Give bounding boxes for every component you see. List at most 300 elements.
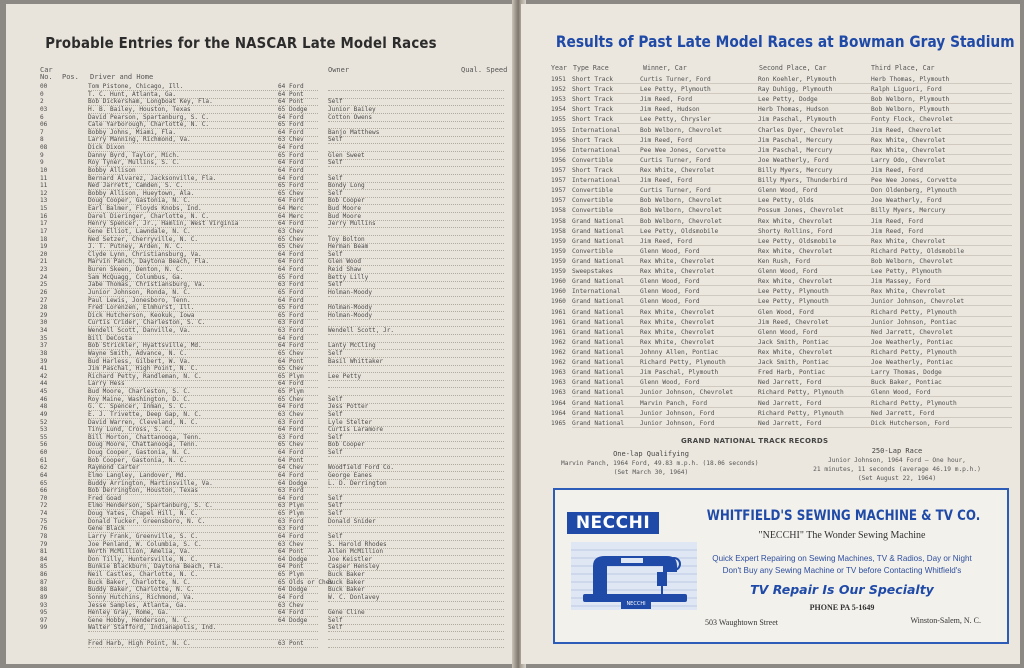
driver-name: Doug Cooper, Gastonia, N. C. <box>88 197 191 205</box>
car-number: 19 <box>40 243 48 251</box>
car-make: 64 Ford <box>278 144 304 151</box>
driver-name: Richard Petty, Randleman, N. C. <box>88 372 202 380</box>
car-make: 64 Ford <box>278 258 304 266</box>
race-type: Grand National <box>572 359 625 367</box>
race-type: Grand National <box>572 419 625 427</box>
race-winner: Rex White, Chevrolet <box>640 318 715 326</box>
race-winner: Jim Reed, Ford <box>640 237 693 245</box>
race-second: Glenn Wood, Ford <box>758 187 818 195</box>
entry-row <box>40 114 510 122</box>
race-year: 1957 <box>551 197 566 205</box>
entry-row <box>40 411 510 419</box>
car-make: 65 Chev <box>278 235 304 243</box>
car-number: 65 <box>40 479 48 487</box>
car-number: 89 <box>40 593 48 601</box>
race-second: Ned Jarrett, Ford <box>758 419 822 427</box>
car-number: 7 <box>40 128 44 136</box>
driver-name: Henley Gray, Rome, Ga. <box>88 609 169 617</box>
car-owner: Self <box>328 281 343 289</box>
race-second: Ned Jarrett, Ford <box>758 379 822 387</box>
right-page <box>521 4 1020 664</box>
race-type: Short Track <box>572 116 613 124</box>
race-type: Grand National <box>572 217 625 225</box>
race-type: Grand National <box>572 389 625 397</box>
car-make: 65 Plym <box>278 372 304 380</box>
race-year: 1956 <box>551 136 566 144</box>
car-make: 64 Pont <box>278 98 304 106</box>
race-winner: Pee Wee Jones, Corvette <box>640 146 726 154</box>
necchi-logo: NECCHI <box>567 512 659 534</box>
whitfields-advertisement <box>553 488 1009 644</box>
race-third: Joe Weatherly, Ford <box>871 197 942 205</box>
race-type: Short Track <box>572 76 613 83</box>
race-third: Junior Johnson, Chevrolet <box>871 298 965 306</box>
race-second: Richard Petty, Plymouth <box>758 389 844 397</box>
driver-name: Larry Hess <box>88 380 125 388</box>
car-number: 56 <box>40 441 48 449</box>
car-owner: Lee Petty <box>328 372 362 380</box>
race-winner: Bob Welborn, Chevrolet <box>640 197 722 205</box>
car-make: 64 Ford <box>278 471 304 479</box>
race-winner: Johnny Allen, Pontiac <box>640 348 719 356</box>
entry-row <box>40 98 510 106</box>
driver-name: Roy Tyner, Mullins, S. C. <box>88 159 180 167</box>
entry-row <box>40 632 510 640</box>
car-make: 65 Ford <box>278 288 304 296</box>
result-row <box>551 419 1011 429</box>
car-owner: Curtis Laramore <box>328 426 384 434</box>
car-make: 64 Pont <box>278 563 304 571</box>
driver-name: Earl Balmer, Floyds Knobs, Ind. <box>88 205 202 212</box>
car-make: 64 Merc <box>278 212 304 220</box>
race-type: Convertible <box>572 207 613 215</box>
race-third: Jim Reed, Ford <box>871 166 924 174</box>
car-owner: Self <box>328 616 343 624</box>
race-year: 1961 <box>551 318 566 326</box>
entry-row <box>40 640 510 648</box>
car-number: 06 <box>40 121 48 129</box>
entry-row <box>40 197 510 205</box>
entry-row <box>40 220 510 228</box>
entry-row <box>40 373 510 381</box>
car-number: 34 <box>40 327 48 334</box>
car-owner: Self <box>328 624 343 632</box>
result-row <box>551 318 1011 328</box>
header-owner: Owner <box>328 66 350 74</box>
driver-name: Cale Yarborough, Charlotte, N. C. <box>88 121 210 129</box>
car-make: 64 Ford <box>278 403 304 411</box>
race-year: 1964 <box>551 399 566 407</box>
entry-row <box>40 190 510 198</box>
race-second: Jim Paschal, Mercury <box>758 136 833 144</box>
car-owner: Holman-Moody <box>328 288 373 296</box>
race-year: 1958 <box>551 217 566 225</box>
car-number: 26 <box>40 288 48 296</box>
entry-row <box>40 266 510 274</box>
race-second: Glenn Wood, Ford <box>758 328 818 336</box>
header-driver: Driver and Home <box>90 73 154 81</box>
car-number: 37 <box>40 342 48 350</box>
car-number: 88 <box>40 586 48 594</box>
race-year: 1958 <box>551 227 566 235</box>
race-third: Richard Petty, Plymouth <box>871 308 957 316</box>
car-number: 75 <box>40 517 48 525</box>
car-number: 85 <box>40 563 48 571</box>
driver-name: Bob Cooper, Gastonia, N. C. <box>88 456 188 464</box>
car-number: 41 <box>40 365 48 373</box>
race-winner: Glenn Wood, Ford <box>640 379 700 387</box>
race-second: Rex White, Chevrolet <box>758 278 833 286</box>
car-make: 65 Chev <box>278 441 304 449</box>
car-number: 49 <box>40 410 48 418</box>
car-number: 53 <box>40 426 48 434</box>
race-third: Larry Odo, Chevrolet <box>871 156 946 164</box>
driver-name: Doug Cooper, Gastonia, N. C. <box>88 449 191 456</box>
entry-row <box>40 563 510 571</box>
car-make: 63 Chev <box>278 410 304 418</box>
race-second: Joe Weatherly, Ford <box>758 156 829 164</box>
record-qual-line1: Marvin Panch, 1964 Ford, 49.83 m.p.h. (18.06 seconds) <box>561 460 759 467</box>
car-owner: Buck Baker <box>328 571 365 578</box>
car-number: 9 <box>40 151 44 159</box>
car-make: 64 Dodge <box>278 555 308 563</box>
driver-name: Bob Dickersham, Longboat Key, Fla. <box>88 98 213 106</box>
record-race-line1: Junior Johnson, 1964 Ford — One hour, <box>828 457 966 464</box>
driver-name: Bill Morton, Chattanooga, Tenn. <box>88 433 202 441</box>
entry-row <box>40 129 510 137</box>
race-year: 1963 <box>551 389 566 397</box>
race-third: Buck Baker, Pontiac <box>871 379 942 387</box>
race-winner: Lee Petty, Oldsmobile <box>640 227 719 235</box>
result-row <box>551 186 1011 196</box>
entry-row <box>40 136 510 144</box>
race-winner: Bob Welborn, Chevrolet <box>640 217 722 225</box>
car-owner: Herman Beam <box>328 243 369 251</box>
car-owner: Self <box>328 510 343 517</box>
result-row <box>551 409 1011 419</box>
race-second: Ken Rush, Ford <box>758 257 811 265</box>
car-make: 65 Olds or Chev <box>278 578 334 586</box>
race-winner: Glenn Wood, Ford <box>640 288 700 296</box>
car-number: 0 <box>40 90 44 98</box>
result-row <box>551 257 1011 267</box>
race-year: 1961 <box>551 328 566 336</box>
race-winner: Lee Petty, Plymouth <box>640 86 711 94</box>
car-number: 11 <box>40 174 48 182</box>
car-number: 13 <box>40 197 48 205</box>
race-type: Grand National <box>572 278 625 286</box>
entry-row <box>40 335 510 343</box>
driver-name: Bunkie Blackburn, Daytona Beach, Fla. <box>88 563 224 571</box>
car-number: 16 <box>40 212 48 220</box>
car-make: 64 Ford <box>278 380 304 388</box>
race-winner: Glenn Wood, Ford <box>640 247 700 255</box>
driver-name: Fred Goad <box>88 494 122 502</box>
car-make: 63 Pont <box>278 639 304 647</box>
car-owner: Allen McMillion <box>328 548 384 556</box>
car-number: 17 <box>40 220 48 228</box>
car-owner: Bondy Long <box>328 182 365 190</box>
driver-name: Bob Derrington, Houston, Texas <box>88 487 199 495</box>
race-second: Herb Thomas, Hudson <box>758 106 829 114</box>
car-number: 81 <box>40 548 48 556</box>
entry-row <box>40 518 510 526</box>
car-number: 20 <box>40 250 48 258</box>
header-third: Third Place, Car <box>871 64 935 72</box>
race-winner: Glenn Wood, Ford <box>640 298 700 306</box>
car-number: 60 <box>40 449 48 456</box>
car-make: 64 Ford <box>278 532 304 540</box>
race-third: Dick Hutcherson, Ford <box>871 419 950 427</box>
entry-row <box>40 205 510 213</box>
driver-name: Fred Harb, High Point, N. C. <box>88 639 191 647</box>
entry-row <box>40 350 510 358</box>
record-race-line3: (Set August 22, 1964) <box>857 475 937 482</box>
race-third: Billy Myers, Mercury <box>871 207 946 215</box>
result-row <box>551 105 1011 115</box>
car-owner: Self <box>328 410 343 418</box>
car-make: 64 Ford <box>278 197 304 205</box>
car-make: 65 Plym <box>278 571 304 578</box>
car-make: 65 Ford <box>278 182 304 190</box>
car-owner: Reid Shaw <box>328 266 362 273</box>
header-second: Second Place, Car <box>759 64 827 72</box>
race-second: Possum Jones, Chevrolet <box>758 207 844 215</box>
race-type: Grand National <box>572 308 625 316</box>
race-winner: Rex White, Chevrolet <box>640 308 715 316</box>
race-year: 1952 <box>551 86 566 94</box>
race-second: Glenn Wood, Ford <box>758 268 818 276</box>
driver-name: Ned Jarrett, Camden, S. C. <box>88 182 184 190</box>
race-second: Ned Jarrett, Ford <box>758 399 822 407</box>
ad-city: Winston-Salem, N. C. <box>910 616 981 625</box>
race-third: Jim Reed, Ford <box>871 217 924 225</box>
race-year: 1957 <box>551 187 566 195</box>
car-number: 23 <box>40 266 48 273</box>
driver-name: Tiny Lund, Cross, S. C. <box>88 426 173 434</box>
ad-service-line: Quick Expert Repairing on Sewing Machines, TV & Radios, Day or Night <box>712 554 972 563</box>
result-row <box>551 297 1011 307</box>
car-owner: Self <box>328 174 343 182</box>
car-owner: Bob Cooper <box>328 197 365 205</box>
result-row <box>551 348 1011 358</box>
car-number: 29 <box>40 311 48 319</box>
race-second: Jim Reed, Chevrolet <box>758 318 829 326</box>
entry-row <box>40 258 510 266</box>
car-make: 65 Ford <box>278 121 304 129</box>
race-type: Convertible <box>572 187 613 195</box>
driver-name: Worth McMillion, Amelia, Va. <box>88 548 191 556</box>
race-second: Rex White, Chevrolet <box>758 247 833 255</box>
entry-row <box>40 480 510 488</box>
race-year: 1958 <box>551 207 566 215</box>
car-owner: Lanty McCling <box>328 342 376 350</box>
car-number: 79 <box>40 540 48 548</box>
entry-row <box>40 319 510 327</box>
car-make: 65 Plym <box>278 510 304 517</box>
race-third: Fonty Flock, Chevrolet <box>871 116 953 124</box>
car-number: 25 <box>40 281 48 289</box>
entry-row <box>40 594 510 602</box>
result-row <box>551 338 1011 348</box>
driver-name: Walter Stafford, Indianapolis, Ind. <box>88 624 217 632</box>
ad-business-name: WHITFIELD'S SEWING MACHINE & TV CO. <box>706 508 981 524</box>
race-third: Bob Welborn, Plymouth <box>871 106 950 114</box>
race-year: 1960 <box>551 298 566 306</box>
car-make: 64 Ford <box>278 266 304 273</box>
entry-row <box>40 342 510 350</box>
race-third: Larry Thomas, Dodge <box>871 369 942 377</box>
entry-row <box>40 182 510 190</box>
result-row <box>551 217 1011 227</box>
car-make: 63 Ford <box>278 281 304 289</box>
entry-row <box>40 144 510 152</box>
race-type: International <box>572 288 621 296</box>
car-make: 63 Chev <box>278 540 304 548</box>
race-winner: Rex White, Chevrolet <box>640 328 715 336</box>
race-second: Richard Petty, Plymouth <box>758 409 844 417</box>
race-year: 1959 <box>551 268 566 276</box>
driver-name: Sam McQuagg, Columbus, Ga. <box>88 273 184 281</box>
car-make: 64 Dodge <box>278 479 308 487</box>
driver-name: Gene Hobby, Henderson, N. C. <box>88 616 191 624</box>
car-make: 63 Plym <box>278 502 304 510</box>
car-number: 21 <box>40 258 48 266</box>
result-row <box>551 176 1011 186</box>
race-third: Richard Petty, Oldsmobile <box>871 247 965 255</box>
race-second: Billy Myers, Thunderbird <box>758 177 848 185</box>
left-page <box>6 4 516 664</box>
race-type: Short Track <box>572 96 613 104</box>
car-number: 70 <box>40 494 48 502</box>
race-second: Rex White, Chevrolet <box>758 217 833 225</box>
car-make: 65 Ford <box>278 311 304 319</box>
driver-name: Henry Spencer, Jr., Hamlin, West Virginia <box>88 220 239 228</box>
car-owner: Glen Wood <box>328 258 362 266</box>
car-make: 64 Ford <box>278 342 304 350</box>
header-qual: Qual. Speed <box>461 66 508 74</box>
car-make: 64 Ford <box>278 296 304 304</box>
race-third: Ned Jarrett, Ford <box>871 409 935 417</box>
race-type: Convertible <box>572 197 613 205</box>
driver-name: Joe Penland, W. Columbia, S. C. <box>88 540 202 548</box>
car-number: 38 <box>40 349 48 357</box>
header-pos: Pos. <box>62 73 79 81</box>
race-year: 1957 <box>551 177 566 185</box>
driver-name: Neil Castles, Charlotte, N. C. <box>88 571 199 578</box>
car-owner: Self <box>328 136 343 144</box>
driver-name: Dick Dixon <box>88 144 125 151</box>
car-make: 63 Chev <box>278 136 304 144</box>
ad-advice-line: Don't Buy any Sewing Machine or TV before Contacting Whitfield's <box>722 566 962 575</box>
car-owner: Joe Keistler <box>328 555 373 563</box>
race-type: Sweepstakes <box>572 268 613 276</box>
race-winner: Marvin Panch, Ford <box>640 399 708 407</box>
result-row <box>551 146 1011 156</box>
result-row <box>551 388 1011 398</box>
race-third: Rex White, Chevrolet <box>871 136 946 144</box>
race-third: Lee Petty, Plymouth <box>871 268 942 276</box>
entry-row <box>40 121 510 129</box>
race-year: 1954 <box>551 106 566 114</box>
driver-name: E. J. Trivette, Deep Gap, N. C. <box>88 410 202 418</box>
car-make: 64 Ford <box>278 159 304 167</box>
result-row <box>551 308 1011 318</box>
car-number: 17 <box>40 227 48 235</box>
car-number: 95 <box>40 609 48 617</box>
race-third: Richard Petty, Plymouth <box>871 399 957 407</box>
entry-row <box>40 434 510 442</box>
result-row <box>551 378 1011 388</box>
car-make: 65 Dodge <box>278 105 308 113</box>
driver-name: Bobby Allison, Hueytown, Ala. <box>88 189 195 197</box>
race-third: Jim Reed, Chevrolet <box>871 126 942 134</box>
entry-row <box>40 152 510 160</box>
driver-name: Darel Dieringer, Charlotte, N. C. <box>88 212 210 220</box>
car-make: 64 Ford <box>278 426 304 434</box>
car-number: 84 <box>40 555 48 563</box>
car-make: 63 Ford <box>278 319 304 327</box>
entry-row <box>40 472 510 480</box>
entry-row <box>40 426 510 434</box>
car-make: 64 Ford <box>278 174 304 182</box>
car-number: 44 <box>40 380 48 388</box>
race-winner: Junior Johnson, Ford <box>640 419 715 427</box>
race-year: 1965 <box>551 419 566 427</box>
car-number: 52 <box>40 418 48 426</box>
entry-row <box>40 365 510 373</box>
race-second: Lee Petty, Dodge <box>758 96 818 104</box>
race-year: 1962 <box>551 348 566 356</box>
result-row <box>551 136 1011 146</box>
race-year: 1956 <box>551 156 566 164</box>
result-row <box>551 115 1011 125</box>
driver-name: Bernard Alvarez, Jacksonville, Fla. <box>88 174 217 182</box>
driver-name: Gene Elliot, Lawndale, N. C. <box>88 227 191 235</box>
car-owner: Self <box>328 449 343 456</box>
race-winner: Richard Petty, Plymouth <box>640 359 726 367</box>
race-second: Billy Myers, Mercury <box>758 166 833 174</box>
car-owner: W. C. Donlavey <box>328 593 380 601</box>
race-type: Short Track <box>572 86 613 94</box>
car-owner: Holman-Moody <box>328 304 373 312</box>
result-row <box>551 399 1011 409</box>
result-row <box>551 247 1011 257</box>
driver-name: Danny Byrd, Taylor, Mich. <box>88 151 180 159</box>
race-second: Fred Harb, Pontiac <box>758 369 826 377</box>
car-number: 72 <box>40 502 48 510</box>
car-make: 63 Ford <box>278 433 304 441</box>
car-number: 6 <box>40 113 44 121</box>
race-second: Glen Wood, Ford <box>758 308 814 316</box>
header-car: Car <box>40 66 53 74</box>
entry-row <box>40 457 510 465</box>
race-type: International <box>572 177 621 185</box>
car-make: 63 Chev <box>278 601 304 609</box>
race-type: Grand National <box>572 328 625 336</box>
race-second: Lee Petty, Olds <box>758 197 814 205</box>
race-third: Joe Weatherly, Pontiac <box>871 359 953 367</box>
car-owner: Cotton Owens <box>328 113 373 121</box>
driver-name: Jesse Samples, Atlanta, Ga. <box>88 601 188 609</box>
entry-row <box>40 571 510 579</box>
race-year: 1960 <box>551 278 566 286</box>
entry-row <box>40 548 510 556</box>
race-third: Rex White, Chevrolet <box>871 146 946 154</box>
entry-row <box>40 449 510 457</box>
race-type: Grand National <box>572 399 625 407</box>
entry-row <box>40 495 510 503</box>
